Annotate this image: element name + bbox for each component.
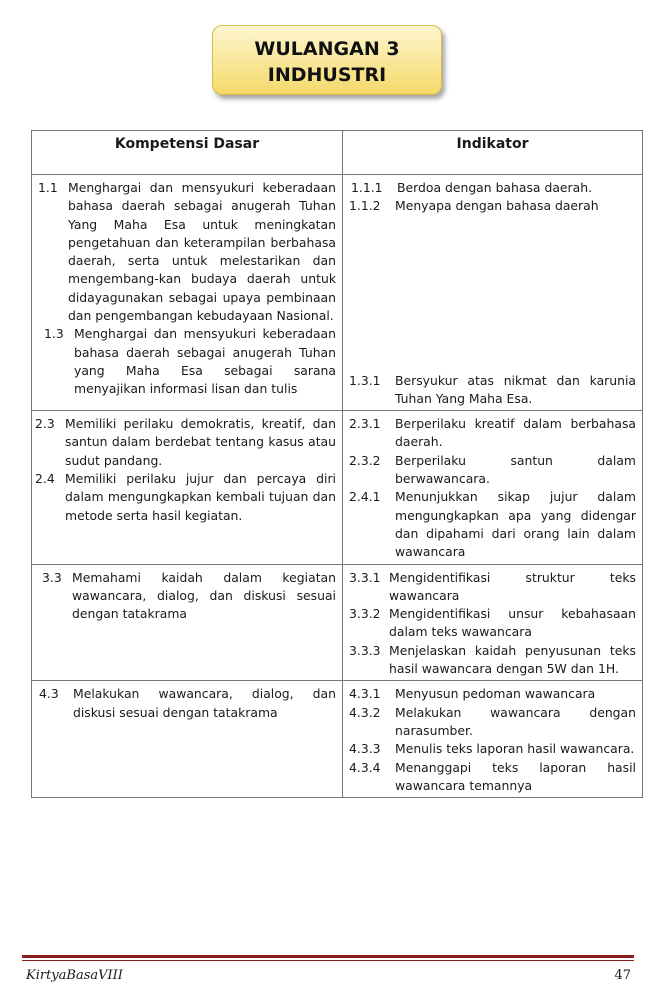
kd-number: 2.3 bbox=[35, 416, 55, 432]
competency-table bbox=[31, 130, 643, 798]
table-row bbox=[32, 175, 643, 411]
book-title: KirtyaBasaVIII bbox=[26, 968, 123, 983]
indikator-text: Bersyukur atas nikmat dan karunia Tuhan Yang Maha Esa. bbox=[395, 372, 636, 406]
indikator-number: 2.3.1 bbox=[349, 416, 381, 432]
indikator-text: Berperilaku kreatif dalam berbahasa daerah. bbox=[395, 416, 636, 450]
kd-cell bbox=[32, 411, 343, 564]
table-header-row bbox=[32, 131, 643, 175]
kd-number: 1.3 bbox=[44, 326, 64, 342]
header-indikator: Indikator bbox=[343, 131, 643, 175]
indikator-number: 1.1.1 bbox=[351, 180, 383, 195]
indikator-item bbox=[349, 197, 636, 215]
indikator-text: Menulis teks laporan hasil wawancara. bbox=[395, 741, 635, 757]
kd-item bbox=[38, 325, 336, 398]
chapter-number: WULANGAN 3 bbox=[254, 38, 400, 60]
indikator-text: Melakukan wawancara dengan narasumber. bbox=[395, 704, 636, 738]
indikator-item bbox=[349, 415, 636, 452]
indikator-number: 4.3.4 bbox=[349, 759, 381, 775]
chapter-title: INDHUSTRI bbox=[267, 64, 387, 86]
indikator-text: Menyusun pedoman wawancara bbox=[395, 686, 596, 702]
indikator-cell bbox=[343, 564, 643, 681]
indikator-text: Menjelaskan kaidah penyusunan teks hasil wawancara dengan 5W dan 1H. bbox=[389, 642, 636, 677]
kd-text: Menghargai dan mensyukuri keberadaan bahasa daerah sebagai anugerah Tuhan Yang Maha Esa untuk meningkatan pengetahuan dan keterampilan berbahasa daerah, serta untuk melestarikan dan mengembang-kan budaya daerah untuk didayagunakan sebagai upaya pembinaan dan pengembangan kebudayaan Nasional. bbox=[68, 180, 336, 324]
indikator-item bbox=[349, 179, 636, 197]
kd-number: 1.1 bbox=[38, 180, 58, 195]
chapter-title-box bbox=[212, 25, 442, 95]
footer-divider bbox=[22, 955, 634, 958]
indikator-item bbox=[349, 488, 636, 561]
indikator-number: 2.4.1 bbox=[349, 489, 381, 505]
kd-item bbox=[42, 569, 336, 624]
indikator-text: Menyapa dengan bahasa daerah bbox=[395, 198, 599, 214]
kd-item bbox=[35, 470, 336, 525]
table-row bbox=[32, 564, 643, 681]
footer-divider-thin bbox=[22, 960, 634, 961]
indikator-item bbox=[349, 372, 636, 409]
kd-item bbox=[38, 179, 336, 325]
kd-cell bbox=[32, 681, 343, 798]
kd-text: Menghargai dan mensyukuri keberadaan bahasa daerah sebagai anugerah Tuhan yang Maha Esa sebagai sarana menyajikan informasi lisan dan tulis bbox=[74, 326, 336, 397]
kd-text: Memiliki perilaku jujur dan percaya diri dalam mengungkapkan kembali tujuan dan metode serta hasil kegiatan. bbox=[65, 471, 336, 523]
indikator-number: 4.3.1 bbox=[349, 686, 381, 702]
indikator-item bbox=[349, 605, 636, 642]
indikator-text: Mengidentifikasi unsur kebahasaan dalam teks wawancara bbox=[389, 606, 636, 640]
kd-item bbox=[39, 685, 336, 722]
indikator-item bbox=[349, 452, 636, 489]
indikator-cell bbox=[343, 411, 643, 564]
kd-item bbox=[35, 415, 336, 470]
indikator-item bbox=[349, 642, 636, 679]
indikator-text: Mengidentifikasi struktur teks wawancara bbox=[389, 569, 636, 603]
indikator-item bbox=[349, 740, 636, 758]
indikator-number: 4.3.2 bbox=[349, 704, 381, 720]
indikator-text: Menanggapi teks laporan hasil wawancara temannya bbox=[395, 759, 636, 793]
table-row bbox=[32, 411, 643, 564]
kd-text: Memahami kaidah dalam kegiatan wawancara, dialog, dan diskusi sesuai dengan tatakrama bbox=[72, 569, 336, 622]
indikator-number: 4.3.3 bbox=[349, 741, 381, 757]
indikator-item bbox=[349, 704, 636, 741]
indikator-number: 3.3.1 bbox=[349, 569, 381, 585]
kd-text: Melakukan wawancara, dialog, dan diskusi sesuai dengan tatakrama bbox=[73, 686, 336, 720]
indikator-cell bbox=[343, 175, 643, 411]
kd-number: 3.3 bbox=[42, 569, 62, 585]
header-kompetensi-dasar: Kompetensi Dasar bbox=[32, 131, 343, 175]
page-number: 47 bbox=[614, 968, 631, 983]
table-row bbox=[32, 681, 643, 798]
indikator-number: 3.3.2 bbox=[349, 606, 381, 622]
indikator-text: Berdoa dengan bahasa daerah. bbox=[397, 180, 593, 195]
indikator-number: 3.3.3 bbox=[349, 642, 381, 658]
indikator-number: 1.3.1 bbox=[349, 372, 381, 388]
indikator-text: Berperilaku santun dalam berwawancara. bbox=[395, 452, 636, 487]
indikator-item bbox=[349, 685, 636, 703]
kd-cell bbox=[32, 564, 343, 681]
kd-number: 2.4 bbox=[35, 471, 55, 487]
indikator-item bbox=[349, 569, 636, 606]
indikator-cell bbox=[343, 681, 643, 798]
indikator-text: Menunjukkan sikap jujur dalam mengungkapkan apa yang didengar dan dipahami dari orang lain dalam wawancara bbox=[395, 489, 636, 560]
indikator-item bbox=[349, 759, 636, 796]
kd-cell bbox=[32, 175, 343, 411]
kd-text: Memiliki perilaku demokratis, kreatif, dan santun dalam berdebat tentang kasus atau sudut pandang. bbox=[65, 416, 336, 468]
indikator-number: 2.3.2 bbox=[349, 452, 381, 468]
indikator-number: 1.1.2 bbox=[349, 198, 381, 214]
kd-number: 4.3 bbox=[39, 686, 59, 702]
